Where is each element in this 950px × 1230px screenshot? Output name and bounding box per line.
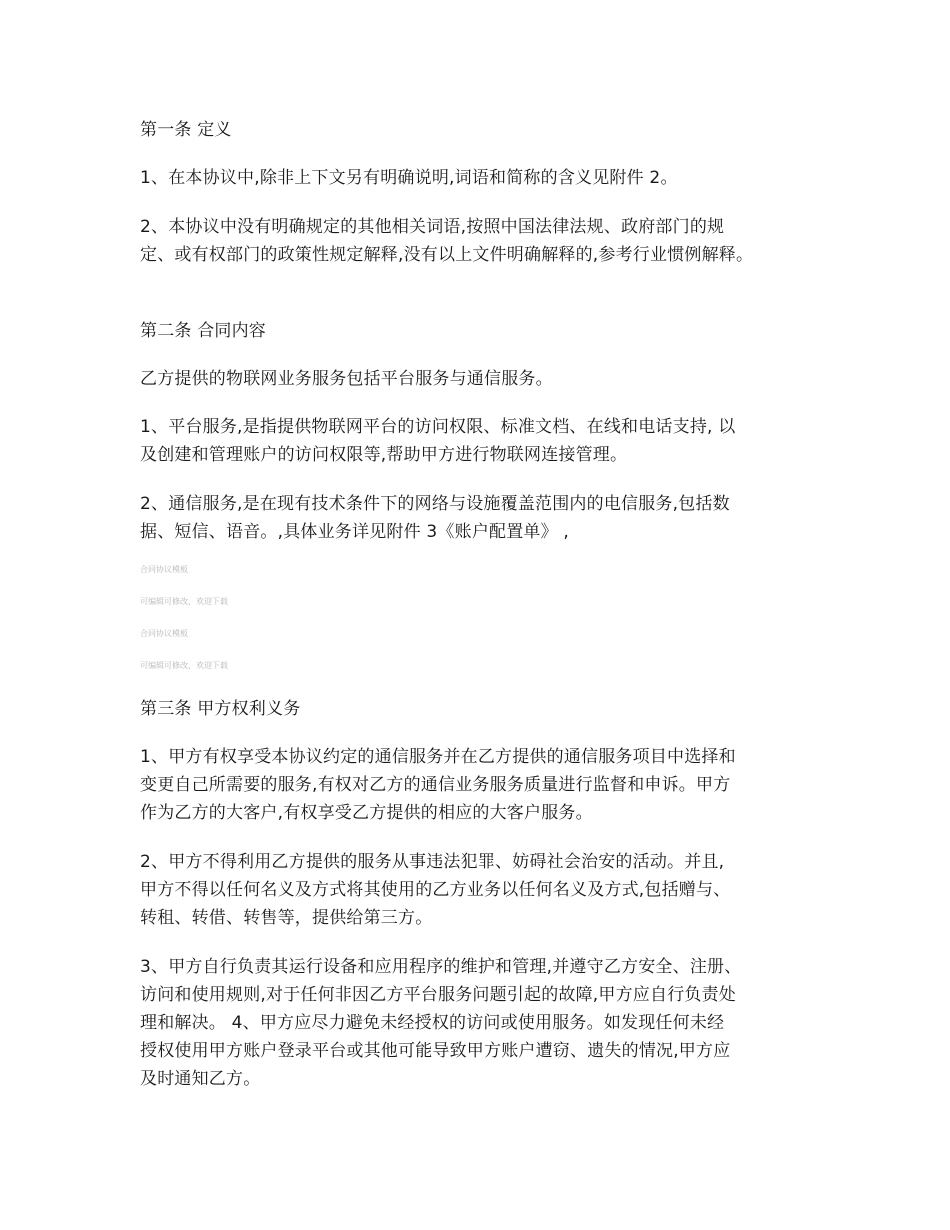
text-line: 转租、转借、转售等，提供给第三方。 — [140, 908, 433, 928]
text-line: 变更自己所需要的服务,有权对乙方的通信业务服务质量进行监督和申诉。甲方 — [140, 775, 731, 795]
text-line: 1、甲方有权享受本协议约定的通信服务并在乙方提供的通信服务项目中选择和 — [140, 747, 736, 767]
text-line: 及时通知乙方。 — [140, 1069, 261, 1089]
section2-paragraph-1 — [140, 413, 820, 469]
text-line: 2、通信服务,是在现有技术条件下的网络与设施覆盖范围内的电信服务,包括数 — [140, 494, 730, 514]
text-line: 作为乙方的大客户,有权享受乙方提供的相应的大客户服务。 — [140, 803, 593, 823]
text-line: 1、平台服务,是指提供物联网平台的访问权限、标准文档、在线和电话支持, 以 — [140, 417, 736, 437]
text-line: 据、短信、语音。,具体业务详见附件 3《账户配置单》 , — [140, 522, 570, 542]
section1-paragraph-1 — [140, 164, 820, 192]
text-line: 2、甲方不得利用乙方提供的服务从事违法犯罪、妨碍社会治安的活动。并且, — [140, 852, 725, 872]
text-line: 乙方提供的物联网业务服务包括平台服务与通信服务。 — [140, 369, 553, 389]
text-line: 3、甲方自行负责其运行设备和应用程序的维护和管理,并遵守乙方安全、注册、 — [140, 957, 742, 977]
section1-heading: 第一条 定义 — [140, 120, 232, 140]
section2-heading: 第二条 合同内容 — [140, 321, 267, 341]
text-line: 2、本协议中没有明确规定的其他相关词语,按照中国法律法规、政府部门的规 — [140, 217, 725, 237]
watermark-text: 可编辑可修改，欢迎下载 — [140, 597, 228, 606]
text-line: 定、或有权部门的政策性规定解释,没有以上文件明确解释的,参考行业惯例解释。 — [140, 245, 754, 265]
section3-paragraph-2 — [140, 848, 820, 932]
text-line: 理和解决。 4、甲方应尽力避免未经授权的访问或使用服务。如发现任何未经 — [140, 1013, 725, 1033]
section3-paragraph-1 — [140, 743, 820, 827]
section3-paragraph-3 — [140, 953, 820, 1093]
watermark-text: 合同协议模板 — [140, 565, 188, 574]
watermark-text: 合同协议模板 — [140, 629, 188, 638]
text-line: 1、在本协议中,除非上下文另有明确说明,词语和简称的含义见附件 2。 — [140, 168, 678, 188]
section2-paragraph-2 — [140, 490, 820, 546]
section3-heading: 第三条 甲方权利义务 — [140, 699, 301, 719]
text-line: 及创建和管理账户的访问权限等,帮助甲方进行物联网连接管理。 — [140, 445, 628, 465]
text-line: 访问和使用规则,对于任何非因乙方平台服务问题引起的故障,甲方应自行负责处 — [140, 985, 737, 1005]
section1-paragraph-2 — [140, 213, 820, 269]
watermark-text: 可编辑可修改，欢迎下载 — [140, 661, 228, 670]
text-line: 甲方不得以任何名义及方式将其使用的乙方业务以任何名义及方式,包括赠与、 — [140, 880, 731, 900]
section2-intro — [140, 365, 820, 393]
text-line: 授权使用甲方账户登录平台或其他可能导致甲方账户遭窃、遗失的情况,甲方应 — [140, 1041, 731, 1061]
